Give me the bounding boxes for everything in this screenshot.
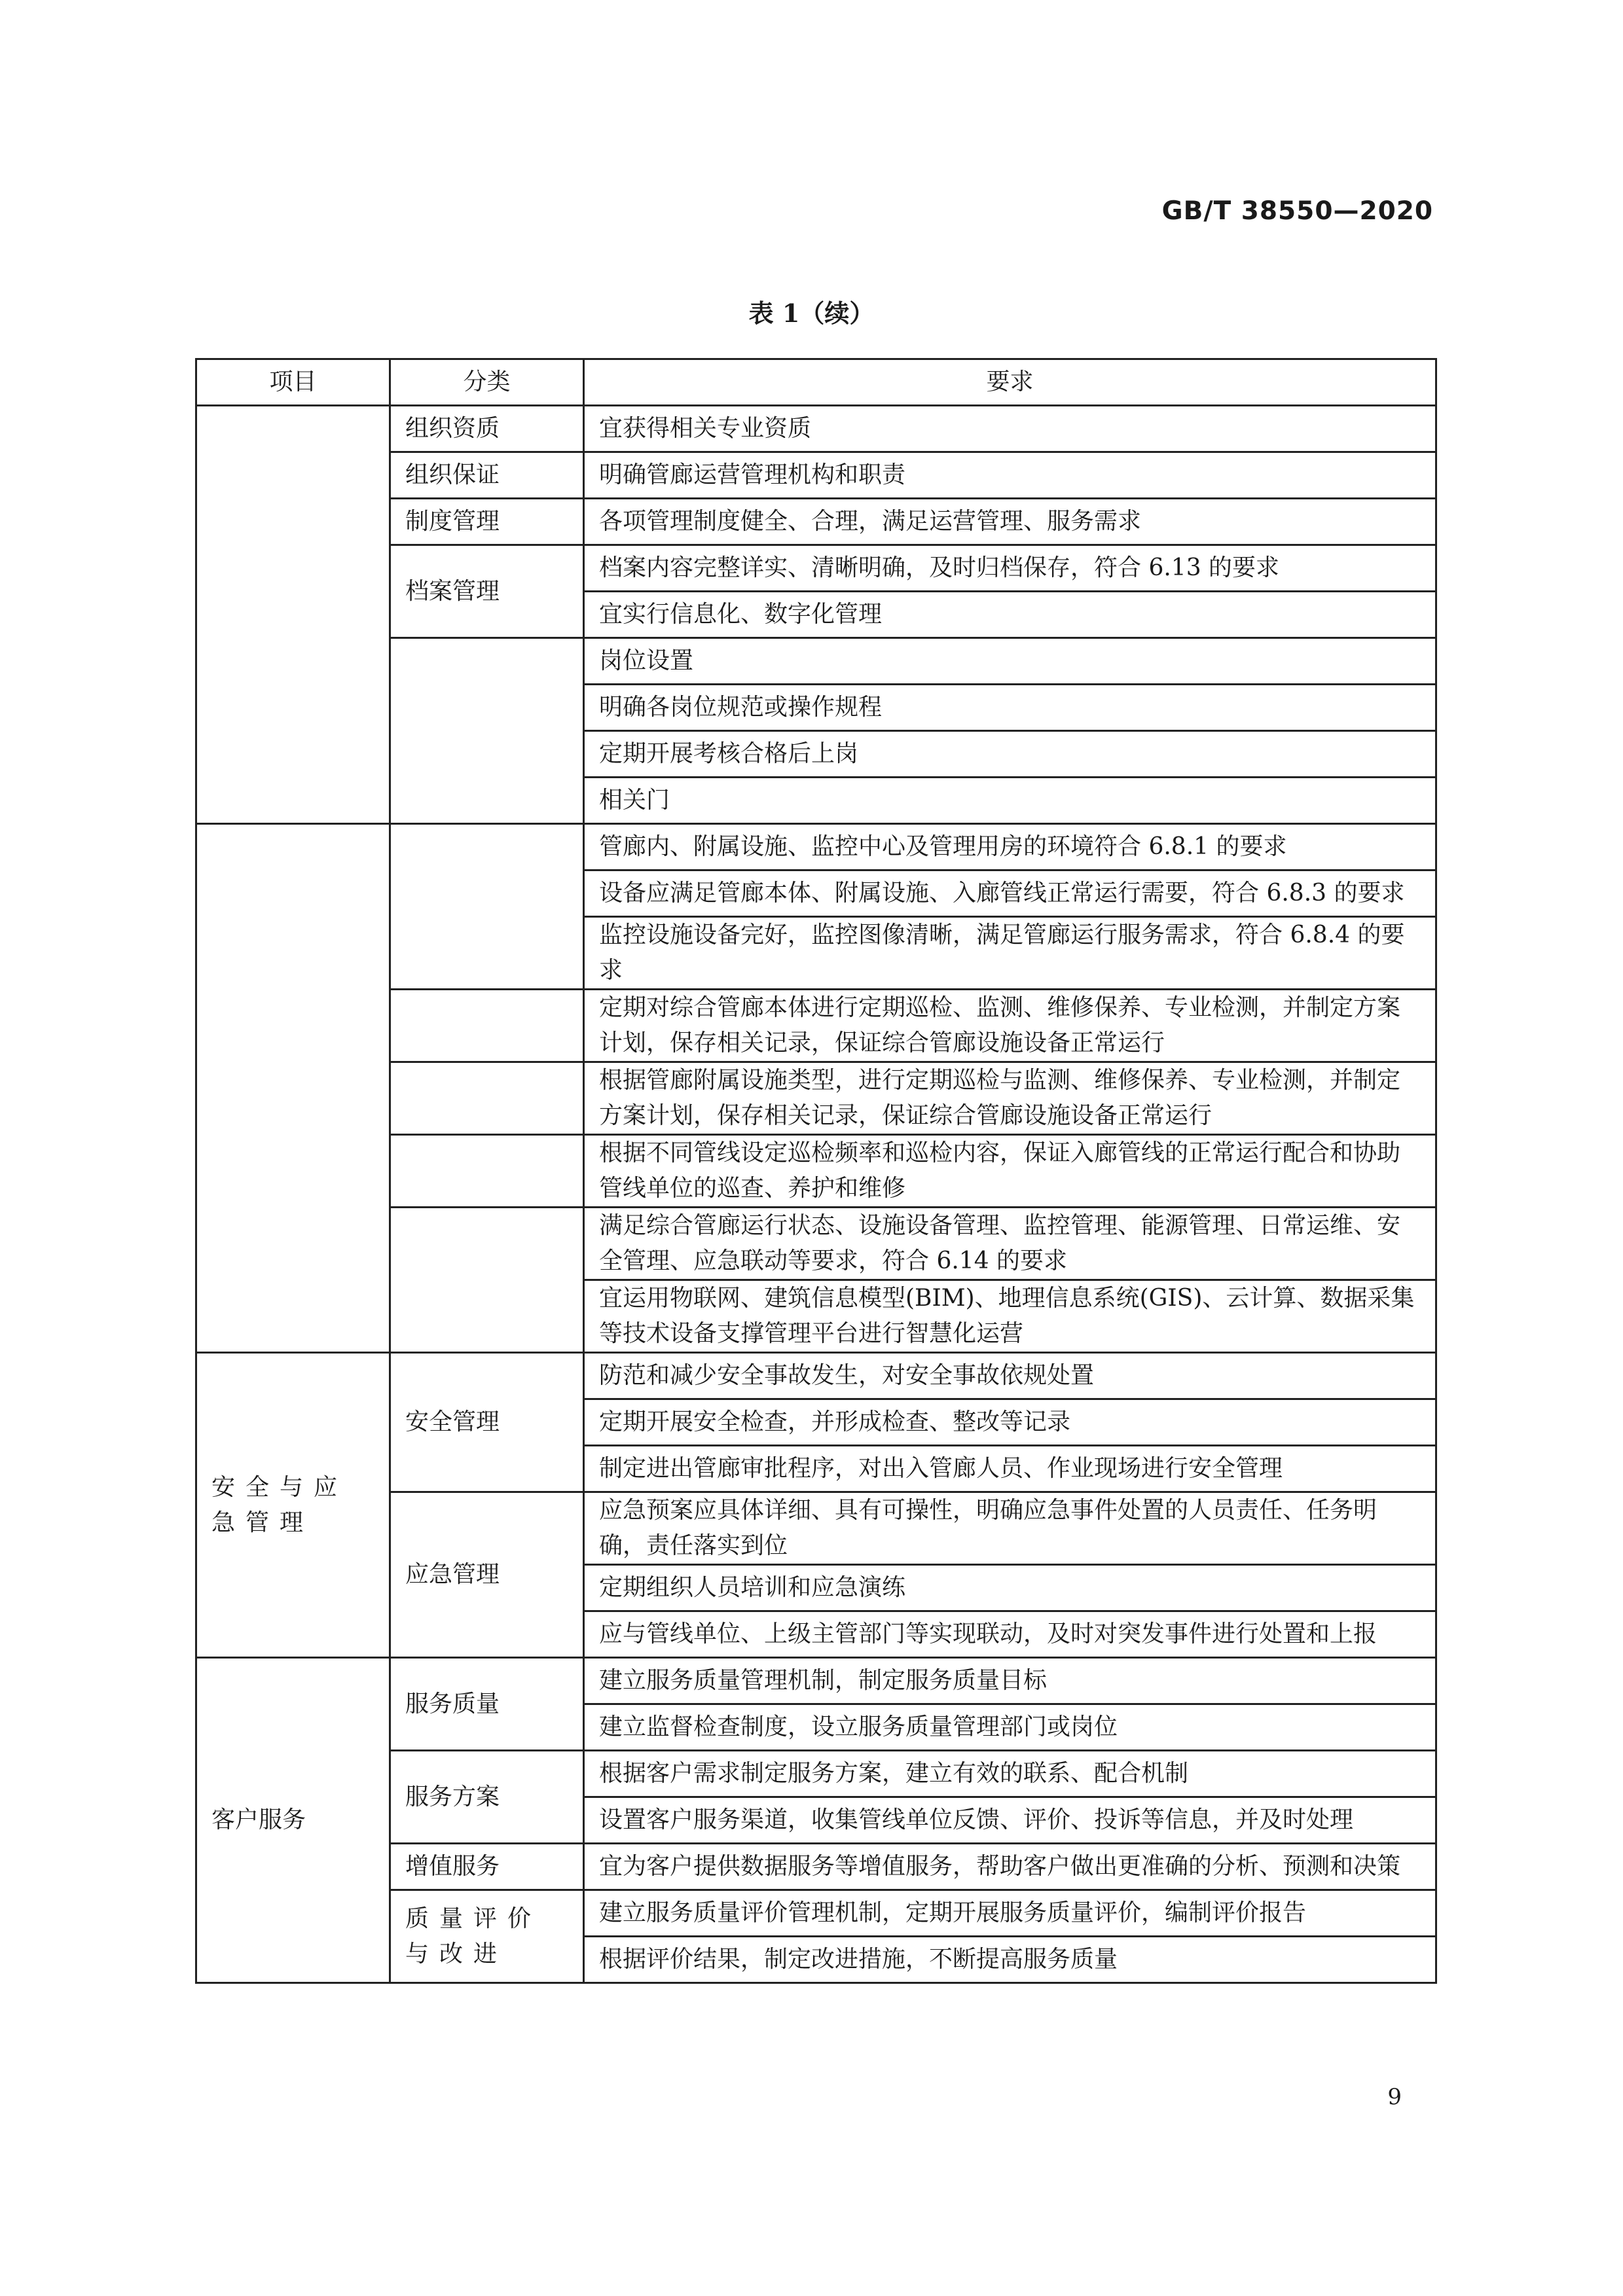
requirement-cell: 明确管廊运营管理机构和职责 [584,452,1436,499]
item-cell-blank [196,824,390,1353]
table-title: 表 1（续） [748,298,875,328]
column-header-requirement: 要求 [584,359,1436,406]
requirement-cell: 定期组织人员培训和应急演练 [584,1565,1436,1611]
requirement-cell: 宜为客户提供数据服务等增值服务，帮助客户做出更准确的分析、预测和决策 [584,1844,1436,1890]
column-header-item: 项目 [196,359,390,406]
item-cell-blank [196,406,390,824]
category-cell: 增值服务 [390,1844,584,1890]
table-row [196,1658,1436,1704]
category-cell: 安全管理 [390,1353,584,1492]
document-code: GB/T 38550—2020 [1161,196,1433,226]
requirement-cell: 监控设施设备完好，监控图像清晰，满足管廊运行服务需求，符合 6.8.4 的要求 [584,917,1436,990]
requirement-cell: 设置客户服务渠道，收集管线单位反馈、评价、投诉等信息，并及时处理 [584,1797,1436,1844]
table-header-row [196,359,1436,406]
requirement-cell: 档案内容完整详实、清晰明确，及时归档保存，符合 6.13 的要求 [584,545,1436,592]
category-cell-blank [390,1208,584,1353]
requirement-cell: 满足综合管廊运行状态、设施设备管理、监控管理、能源管理、日常运维、安全管理、应急联动等要求，符合 6.14 的要求 [584,1208,1436,1280]
requirements-table [195,358,1437,1984]
category-cell: 组织资质 [390,406,584,452]
requirement-cell: 宜实行信息化、数字化管理 [584,592,1436,638]
category-cell: 服务质量 [390,1658,584,1751]
requirement-cell: 根据客户需求制定服务方案，建立有效的联系、配合机制 [584,1751,1436,1797]
table-row [196,406,1436,452]
requirement-cell: 建立服务质量管理机制，制定服务质量目标 [584,1658,1436,1704]
requirement-cell: 防范和减少安全事故发生，对安全事故依规处置 [584,1353,1436,1399]
requirement-cell: 管廊内、附属设施、监控中心及管理用房的环境符合 6.8.1 的要求 [584,824,1436,870]
category-cell: 档案管理 [390,545,584,638]
table-row [196,824,1436,870]
item-cell: 安全与应急管理 [196,1353,390,1658]
category-cell-blank [390,1062,584,1135]
requirement-cell: 根据管廊附属设施类型，进行定期巡检与监测、维修保养、专业检测，并制定方案计划，保存相关记录，保证综合管廊设施设备正常运行 [584,1062,1436,1135]
category-cell: 应急管理 [390,1492,584,1658]
column-header-category: 分类 [390,359,584,406]
category-cell-blank [390,990,584,1062]
requirement-cell: 岗位设置 [584,638,1436,685]
requirement-cell: 建立监督检查制度，设立服务质量管理部门或岗位 [584,1704,1436,1751]
category-cell-blank [390,638,584,824]
requirement-cell: 应与管线单位、上级主管部门等实现联动，及时对突发事件进行处置和上报 [584,1611,1436,1658]
requirement-cell: 应急预案应具体详细、具有可操性，明确应急事件处置的人员责任、任务明确，责任落实到位 [584,1492,1436,1565]
requirement-cell: 宜获得相关专业资质 [584,406,1436,452]
table-row [196,1353,1436,1399]
requirement-cell: 宜运用物联网、建筑信息模型(BIM)、地理信息系统(GIS)、云计算、数据采集等技术设备支撑管理平台进行智慧化运营 [584,1280,1436,1353]
requirement-cell: 定期开展考核合格后上岗 [584,731,1436,778]
requirement-cell: 明确各岗位规范或操作规程 [584,685,1436,731]
requirement-cell: 建立服务质量评价管理机制，定期开展服务质量评价，编制评价报告 [584,1890,1436,1937]
requirement-cell: 定期对综合管廊本体进行定期巡检、监测、维修保养、专业检测，并制定方案计划，保存相关记录，保证综合管廊设施设备正常运行 [584,990,1436,1062]
category-cell: 组织保证 [390,452,584,499]
requirement-cell: 定期开展安全检查，并形成检查、整改等记录 [584,1399,1436,1446]
category-cell-blank [390,1135,584,1208]
category-cell: 质量评价与改进 [390,1890,584,1983]
requirement-cell: 设备应满足管廊本体、附属设施、入廊管线正常运行需要，符合 6.8.3 的要求 [584,870,1436,917]
requirement-cell: 各项管理制度健全、合理，满足运营管理、服务需求 [584,499,1436,545]
requirement-cell: 根据不同管线设定巡检频率和巡检内容，保证入廊管线的正常运行配合和协助管线单位的巡查、养护和维修 [584,1135,1436,1208]
item-cell: 客户服务 [196,1658,390,1983]
category-cell-blank [390,824,584,990]
page-number: 9 [1387,2084,1402,2110]
requirement-cell: 根据评价结果，制定改进措施，不断提高服务质量 [584,1937,1436,1983]
category-cell: 服务方案 [390,1751,584,1844]
requirement-cell: 制定进出管廊审批程序，对出入管廊人员、作业现场进行安全管理 [584,1446,1436,1492]
requirement-cell: 相关门 [584,778,1436,824]
category-cell: 制度管理 [390,499,584,545]
